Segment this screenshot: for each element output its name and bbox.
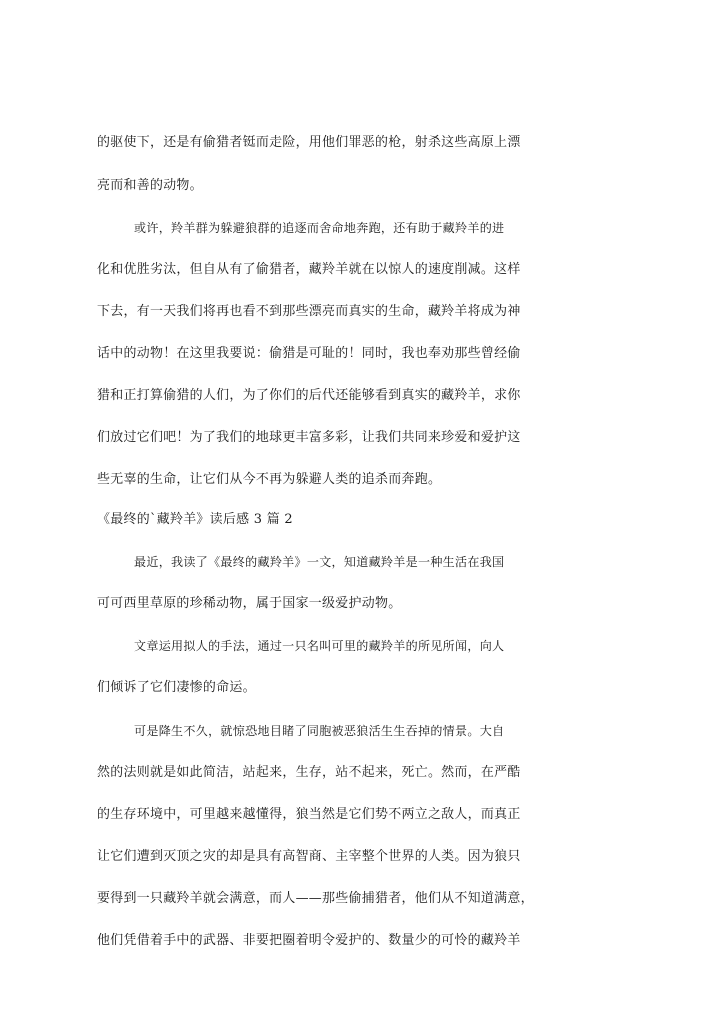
text-line: 亮而和善的动物。: [97, 178, 203, 193]
text-line: 然的法则就是如此简洁，站起来，生存，站不起来，死亡。然而，在严酷: [97, 765, 521, 780]
text-line: 要得到一只藏羚羊就会满意，而人——那些偷捕猎者，他们从不知道满意，: [97, 891, 534, 906]
text-line: 他们凭借着手中的武器、非要把圈着明令爱护的、数量少的可怜的藏羚羊: [97, 933, 521, 948]
text-line: 话中的动物！在这里我要说：偷猎是可耻的！同时，我也奉劝那些曾经偷: [97, 346, 521, 361]
text-line: 们倾诉了它们凄惨的命运。: [97, 680, 256, 695]
text-line: 的驱使下，还是有偷猎者铤而走险，用他们罪恶的枪，射杀这些高原上漂: [97, 135, 521, 150]
text-line: 的生存环境中，可里越来越懂得，狼当然是它们势不两立之敌人，而真正: [97, 807, 521, 822]
text-line: 最近，我读了《最终的藏羚羊》一文，知道藏羚羊是一种生活在我国: [134, 555, 505, 569]
text-line: 化和优胜劣汰，但自从有了偷猎者，藏羚羊就在以惊人的速度削减。这样: [97, 262, 521, 277]
text-line: 可可西里草原的珍稀动物，属于国家一级爱护动物。: [97, 596, 402, 611]
text-line: 文章运用拟人的手法，通过一只名叫可里的藏羚羊的所见所闻，向人: [134, 639, 505, 653]
text-line: 或许，羚羊群为躲避狼群的追逐而舍命地奔跑，还有助于藏羚羊的进: [134, 221, 505, 235]
text-line: 可是降生不久，就惊恐地目睹了同胞被恶狼活生生吞掉的情景。大自: [134, 724, 505, 738]
text-line: 些无辜的生命，让它们从今不再为躲避人类的追杀而奔跑。: [97, 472, 442, 487]
text-line: 们放过它们吧！为了我们的地球更丰富多彩，让我们共同来珍爱和爱护这: [97, 430, 521, 445]
text-line: 下去，有一天我们将再也看不到那些漂亮而真实的生命，藏羚羊将成为神: [97, 304, 521, 319]
section-heading: 《最终的`藏羚羊》读后感 3 篇 2: [97, 512, 293, 527]
text-line: 猎和正打算偷猎的人们，为了你们的后代还能够看到真实的藏羚羊，求你: [97, 388, 521, 403]
text-line: 让它们遭到灭顶之灾的却是具有高智商、主宰整个世界的人类。因为狼只: [97, 849, 521, 864]
